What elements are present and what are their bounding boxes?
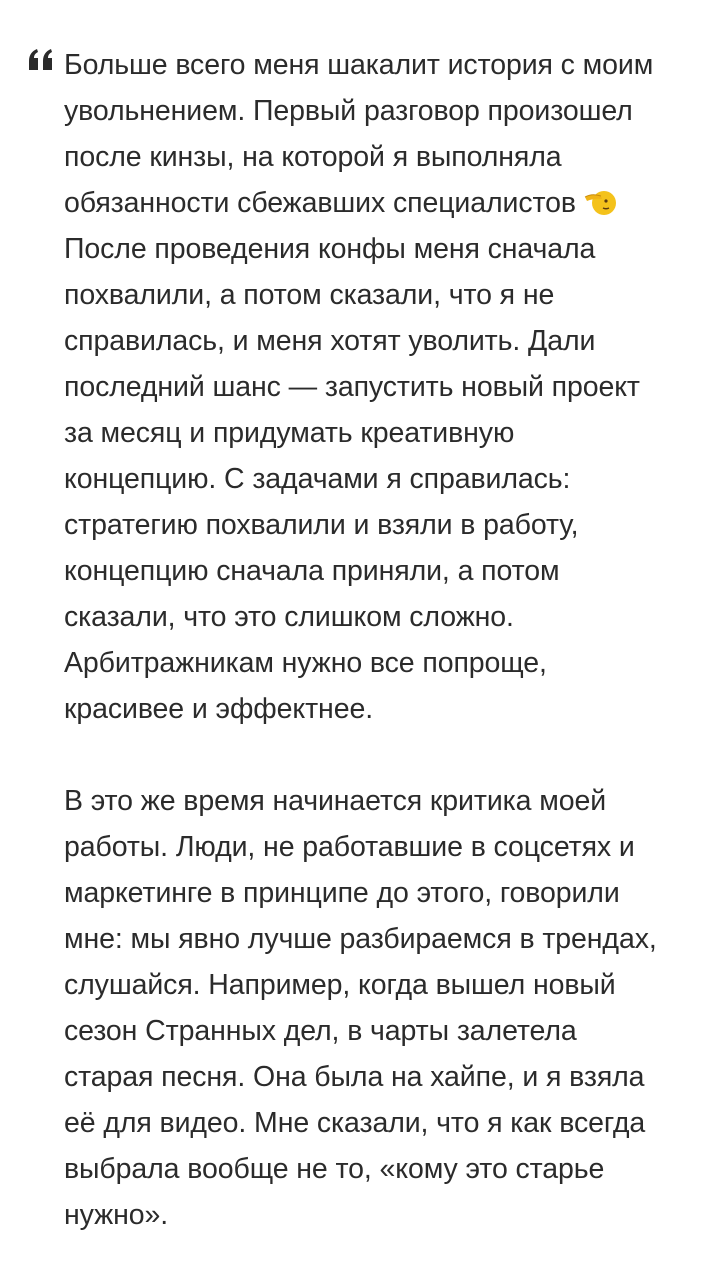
text-line: концепцию. С задачами я справилась:	[64, 463, 571, 495]
saluting-face-emoji	[584, 185, 618, 215]
text-line: нужно».	[64, 1199, 169, 1231]
paragraph-spacer	[64, 732, 704, 778]
text-line: после кинзы, на которой я выполняла	[64, 141, 562, 173]
text-line-with-emoji	[64, 180, 704, 226]
paragraph-1	[64, 42, 704, 732]
text-line: выбрала вообще не то, «кому это старье	[64, 1153, 605, 1185]
text-line: стратегию похвалили и взяли в работу,	[64, 509, 579, 541]
text-line: концепцию сначала приняли, а потом	[64, 555, 560, 587]
text-line: красивее и эффектнее.	[64, 693, 374, 725]
text-line: сезон Странных дел, в чарты залетела	[64, 1015, 577, 1047]
paragraph-2	[64, 778, 704, 1238]
text-line: Больше всего меня шакалит история с моим	[64, 49, 654, 81]
text-line: похвалили, а потом сказали, что я не	[64, 279, 555, 311]
quote-text	[64, 42, 704, 1238]
text-line: маркетинге в принципе до этого, говорили	[64, 877, 620, 909]
text-line: сказали, что это слишком сложно.	[64, 601, 514, 633]
text-line: В это же время начинается критика моей	[64, 785, 607, 817]
text-line: справилась, и меня хотят уволить. Дали	[64, 325, 596, 357]
text-line: После проведения конфы меня сначала	[64, 233, 596, 265]
text-line: слушайся. Например, когда вышел новый	[64, 969, 616, 1001]
text-line: увольнением. Первый разговор произошел	[64, 95, 633, 127]
text-line: старая песня. Она была на хайпе, и я взяла	[64, 1061, 645, 1093]
text-line: обязанности сбежавших специалистов	[64, 187, 576, 219]
text-line: работы. Люди, не работавшие в соцсетях и	[64, 831, 635, 863]
quote-open-icon	[26, 40, 56, 80]
text-line: её для видео. Мне сказали, что я как всегда	[64, 1107, 646, 1139]
text-line: Арбитражникам нужно все попроще,	[64, 647, 547, 679]
text-line: мне: мы явно лучше разбираемся в трендах,	[64, 923, 657, 955]
text-line: за месяц и придумать креативную	[64, 417, 515, 449]
text-line: последний шанс — запустить новый проект	[64, 371, 640, 403]
